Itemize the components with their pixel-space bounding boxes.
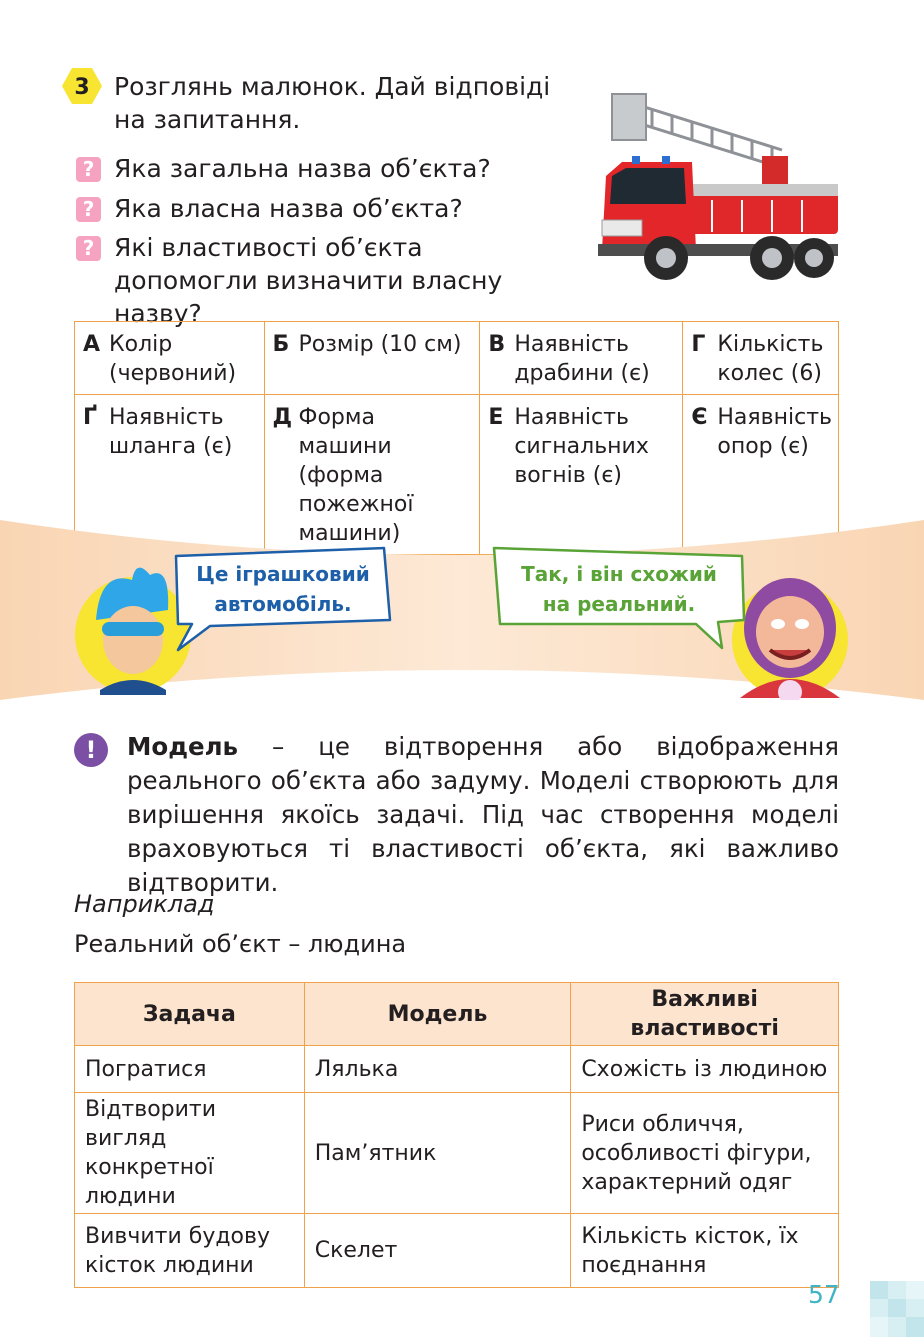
option-letter: Ґ [83,405,98,430]
task-title: Розглянь малюнок. Дай відповіді на запитання. [114,72,551,134]
table-cell [264,322,480,395]
option-text: Наявність сигнальних вогнів (є) [514,405,649,488]
question-icon: ? [76,236,101,261]
page-number: 57 [808,1280,840,1309]
table-cell: Кількість кісток, їх поєднання [571,1214,839,1288]
question-text: Яка загальна назва об’єкта? [114,154,491,183]
question-icon: ? [76,197,101,222]
option-text: Наявність драбини (є) [514,332,650,386]
bubble-line: Це іграшковий [196,562,370,586]
table-cell: Лялька [304,1046,571,1093]
table-cell: Скелет [304,1214,571,1288]
column-header: Модель [304,983,571,1046]
column-header: Важливі властивості [571,983,839,1046]
table-header-row [75,983,839,1046]
table-row [75,1093,839,1214]
task-number: 3 [74,75,90,100]
table-cell: Схожість із людиною [571,1046,839,1093]
question-icon: ? [76,157,101,182]
task-number-badge [62,66,102,106]
option-text: Форма машини (форма пожежної машини) [298,405,414,546]
table-cell: Вивчити будову кісток людини [75,1214,305,1288]
question-text: Які властивості об’єкта допомогли визначити власну назву? [114,233,503,328]
table-cell [683,322,839,395]
example-label: Наприклад [74,890,215,918]
option-text: Розмір (10 см) [298,332,462,357]
question-text: Яка власна назва об’єкта? [114,194,463,223]
corner-decoration [870,1281,924,1337]
option-text: Наявність шланга (є) [109,405,233,459]
bubble-line: Так, і він схожий [521,562,717,586]
bubble-line: на реальний. [542,592,696,616]
option-text: Наявність опор (є) [717,405,832,459]
option-letter: Г [691,332,706,357]
table-cell [75,322,265,395]
definition-text [127,730,839,900]
option-letter: В [488,332,506,357]
dialog-band [0,520,924,700]
table-cell: Риси обличчя, особливості фігури, характерний одяг [571,1093,839,1214]
exclamation-icon: ! [74,733,108,767]
option-letter: А [83,332,101,357]
models-table [74,982,839,1288]
table-cell [480,322,683,395]
option-letter: Д [272,405,293,430]
option-letter: Е [488,405,504,430]
bubble-line: автомобіль. [214,592,352,616]
fire-truck-image [592,72,844,294]
option-letter: Б [272,332,290,357]
definition-body: – це відтворення або відображення реального об’єкта або задуму. Моделі створюють для вирішення якоїсь задачі. Під час створення моделі враховуються ті властивості об’єкта, які важливо відтворити. [127,732,839,897]
option-letter: Є [691,405,708,430]
column-header: Задача [75,983,305,1046]
real-object-line: Реальний об’єкт – людина [74,930,407,958]
definition-term: Модель [127,732,239,761]
table-cell: Відтворити вигляд конкретної людини [75,1093,305,1214]
option-text: Кількість колес (6) [717,332,824,386]
table-cell: Пам’ятник [304,1093,571,1214]
option-text: Колір (червоний) [109,332,237,386]
table-row [75,1214,839,1288]
table-cell: Погратися [75,1046,305,1093]
table-row [75,1046,839,1093]
table-row [75,322,839,395]
